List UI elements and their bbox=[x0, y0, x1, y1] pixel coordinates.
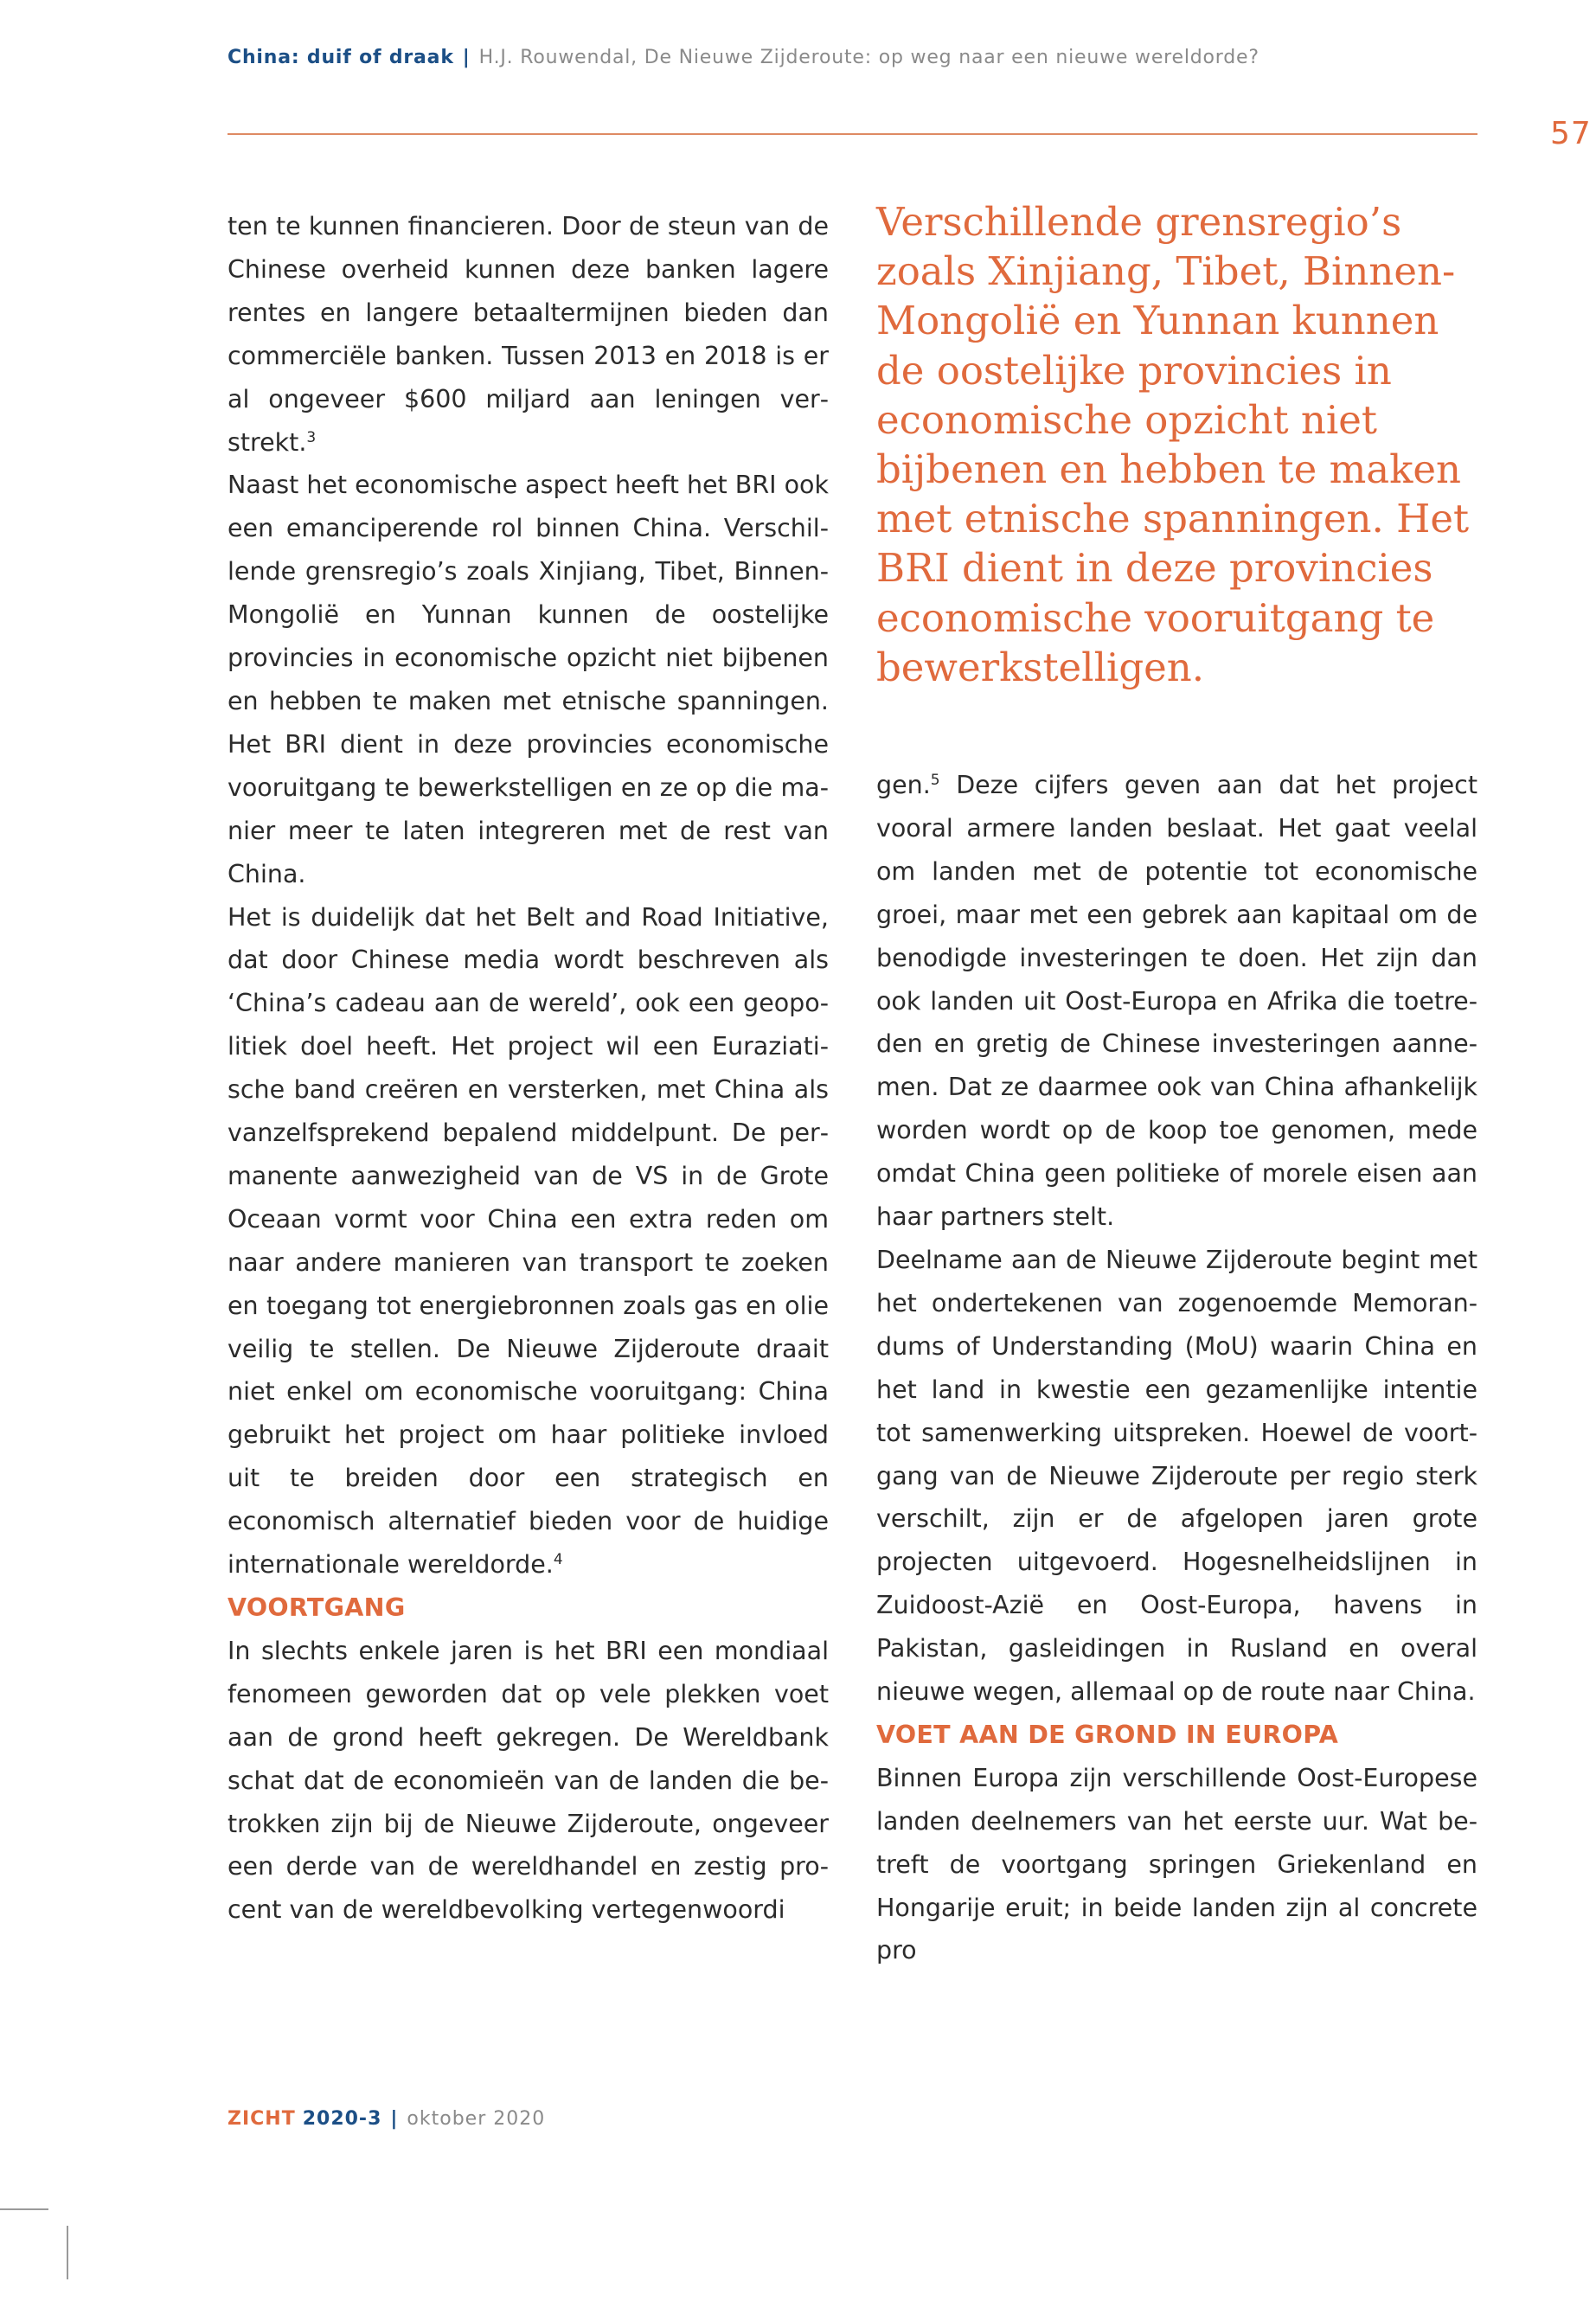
running-header bbox=[228, 47, 1259, 68]
left-column bbox=[228, 205, 829, 1932]
paragraph bbox=[228, 896, 829, 1587]
paragraph-text: ten te kunnen financieren. Door de steun van de Chinese overheid kunnen deze banken lagere rentes en langere betaaltermijnen bieden dan commerciële banken. Tussen 2013 en 2018 is er al ongeveer $600 miljard aan leningen verstrekt. bbox=[228, 212, 829, 457]
paragraph-text: Deze cijfers geven aan dat het project vooral armere landen beslaat. Het gaat veelal om landen met de potentie tot economische groei, maar met een gebrek aan kapitaal om de benodigde investeringen te doen. Het zijn dan ook landen uit Oost-Europa en Afrika die toetreden en gretig de Chinese investeringen aannemen. Dat ze daarmee ook van China afhankelijk worden wordt op de koop toe genomen, mede omdat China geen politieke of morele eisen aan haar partners stelt. bbox=[876, 771, 1477, 1232]
magazine-name: ZICHT bbox=[228, 2108, 296, 2130]
crop-mark-vertical bbox=[67, 2226, 68, 2279]
right-column bbox=[876, 764, 1477, 1972]
pull-quote: Verschillende grensregio’s zoals Xinjiang, Tibet, Binnen-Mongolië en Yunnan kunnen de oostelijke provincies in economische opzicht niet bijbenen en hebben te maken met etnische spanningen. Het BRI dient in deze provincies economische vooruitgang te bewerkstelligen. bbox=[876, 199, 1470, 690]
footnote-ref-3: 3 bbox=[306, 428, 317, 446]
paragraph: Deelname aan de Nieuwe Zijderoute begint met het ondertekenen van zogenoemde Memorandums of Understanding (MoU) waarin China en het land in kwestie een gezamenlijke intentie tot samenwerking uitspreken. Hoewel de voortgang van de Nieuwe Zijderoute per regio sterk verschilt, zijn er de afgelopen jaren grote projecten uitgevoerd. Hogesnelheidslijnen in Zuidoost-Azië en Oost-Europa, havens in Pakistan, gasleidingen in Rusland en overal nieuwe wegen, allemaal op de route naar China. bbox=[876, 1245, 1477, 1707]
crop-mark-horizontal bbox=[0, 2208, 48, 2210]
header-rule bbox=[228, 133, 1477, 135]
paragraph-text: Het is duidelijk dat het Belt and Road Initiative, dat door Chinese media wordt beschreven als ‘China’s cadeau aan de wereld’, ook een geopolitiek doel heeft. Het project wil een Euraziatische band creëren en versterken, met China als vanzelfsprekend bepalend middelpunt. De permanente aanwezigheid van de VS in de Grote Oceaan vormt voor China een extra reden om naar andere manieren van transport te zoeken en toegang tot energiebronnen zoals gas en olie veilig te stellen. De Nieuwe Zijderoute draait niet enkel om economische vooruitgang: China gebruikt het project om haar politieke invloed uit te breiden door een strategisch en economisch alternatief bieden voor de huidige internationale wereldorde. bbox=[228, 902, 829, 1580]
footnote-ref-5: 5 bbox=[930, 772, 940, 789]
issue-number: 2020-3 bbox=[302, 2108, 382, 2130]
paragraph: Naast het economische aspect heeft het BRI ook een emanciperende rol binnen China. Verschillende grensregio’s zoals Xinjiang, Tibet, Binnen-Mongolië en Yunnan kunnen de oostelijke provincies in economische opzicht niet bijbenen en hebben te maken met etnische spanningen. Het BRI dient in deze provincies economische vooruitgang te bewerkstelligen en ze op die manier meer te laten integreren met de rest van China. bbox=[228, 471, 829, 888]
footnote-ref-4: 4 bbox=[553, 1551, 563, 1569]
issue-date: oktober 2020 bbox=[407, 2108, 546, 2130]
series-title: China: duif of draak bbox=[228, 47, 454, 68]
paragraph-text: gen. bbox=[876, 771, 931, 799]
paragraph bbox=[228, 205, 829, 464]
paragraph bbox=[876, 764, 1477, 1239]
section-heading-europa: VOET AAN DE GROND IN EUROPA bbox=[876, 1720, 1339, 1749]
paragraph: In slechts enkele jaren is het BRI een mondiaal fenomeen geworden dat op vele plekken voet aan de grond heeft gekregen. De Wereldbank schat dat de economieën van de landen die betrokken zijn bij de Nieuwe Zijderoute, ongeveer een derde van de wereldhandel en zestig procent van de wereldbevolking vertegenwoordi bbox=[228, 1636, 829, 1925]
page-footer bbox=[228, 2108, 545, 2130]
footer-separator: | bbox=[390, 2108, 399, 2130]
section-heading-voortgang: VOORTGANG bbox=[228, 1593, 406, 1622]
page-number: 57 bbox=[1550, 116, 1592, 151]
paragraph: Binnen Europa zijn verschillende Oost-Europese landen deelnemers van het eerste uur. Wat betreft de voortgang springen Griekenland en Hongarije eruit; in beide landen zijn al concrete pro bbox=[876, 1763, 1477, 1965]
header-separator: | bbox=[462, 47, 471, 68]
article-title: H.J. Rouwendal, De Nieuwe Zijderoute: op weg naar een nieuwe wereldorde? bbox=[478, 47, 1259, 68]
